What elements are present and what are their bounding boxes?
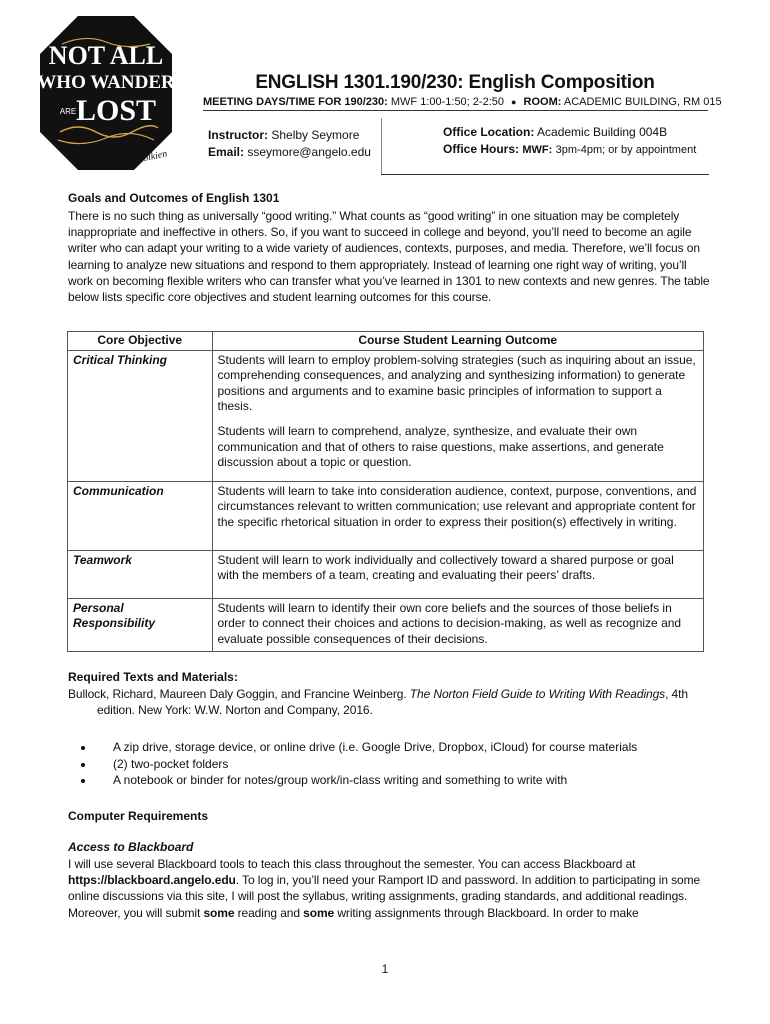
citation-authors: Bullock, Richard, Maureen Daly Goggin, and Francine Weinberg. xyxy=(68,687,407,701)
outcome-text: Students will learn to take into consideration audience, context, purpose, conventions, and circumstances relevant to written communication; use relevant and appropriate content for the specific rhetorical situation in order to express their position(s) effectively in writing. xyxy=(217,483,697,529)
outcome-cell xyxy=(212,481,704,550)
office-hours-value: 3pm-4pm; or by appointment xyxy=(555,144,697,156)
objective-cell: Teamwork xyxy=(68,550,213,598)
outcome-text: Students will learn to comprehend, analyze, synthesize, and evaluate their own communication and that of others to raise questions, make assertions, and generate discussion about a topic or question. xyxy=(217,423,664,470)
course-logo xyxy=(38,14,174,174)
blackboard-paragraph xyxy=(68,856,708,921)
objective-cell: Communication xyxy=(68,481,213,550)
instructor-label: Instructor: xyxy=(208,128,268,142)
citation-publisher: edition. New York: W.W. Norton and Company, 2016. xyxy=(97,703,373,718)
email-label: Email: xyxy=(208,145,245,159)
logo-signature: J.R.R. Tolkien xyxy=(111,148,169,171)
citation-title: The Norton Field Guide to Writing With Readings xyxy=(409,687,666,701)
office-location-label: Office Location: xyxy=(443,125,535,139)
divider-horizontal xyxy=(381,174,709,175)
emphasis-some: some xyxy=(203,905,235,920)
header-core-objective: Core Objective xyxy=(68,332,213,351)
header-learning-outcome: Course Student Learning Outcome xyxy=(212,332,704,351)
outcome-text: Students will learn to identify their own core beliefs and the sources of those beliefs in order to connect their choices and actions to decision-making, as well as recognize and evaluate possible consequences of their decisions. xyxy=(217,600,682,646)
list-item: • A zip drive, storage device, or online drive (i.e. Google Drive, Dropbox, iCloud) for course materials xyxy=(95,739,637,756)
objective-cell: Personal Responsibility xyxy=(68,598,213,651)
blackboard-text: writing assignments through Blackboard. In order to make xyxy=(337,905,639,920)
page-number: 1 xyxy=(381,962,389,976)
blackboard-text: reading and xyxy=(237,905,300,920)
office-block xyxy=(443,124,696,159)
course-title: ENGLISH 1301.190/230: English Composition xyxy=(255,72,655,93)
instructor-email: sseymore@angelo.edu xyxy=(247,145,371,159)
materials-list xyxy=(75,739,637,789)
required-heading: Required Texts and Materials: xyxy=(68,670,238,684)
office-hours-label: Office Hours: xyxy=(443,142,520,156)
office-hours-days: MWF: xyxy=(522,144,553,156)
table-header-row xyxy=(68,332,704,351)
citation-edition: , 4th xyxy=(665,687,688,701)
bullet-icon: ● xyxy=(511,97,517,107)
divider-vertical xyxy=(381,118,382,174)
outcomes-table xyxy=(67,331,704,652)
logo-line1: NOT ALL xyxy=(48,41,164,70)
outcome-text: Students will learn to employ problem-solving strategies (such as inquiring about an issue, comprehending consequences, and analyzing and synthesizing information) to generate positions and arguments and to examine basic principles of information to support a thesis. xyxy=(217,352,696,414)
meeting-value: MWF 1:00-1:50; 2-2:50 xyxy=(390,96,504,108)
emphasis-some: some xyxy=(303,905,335,920)
table-row xyxy=(68,598,704,651)
blackboard-text: I will use several Blackboard tools to teach this class throughout the semester. You can access Blackboard at xyxy=(68,857,636,871)
office-location-value: Academic Building 004B xyxy=(537,125,668,139)
outcome-cell xyxy=(212,350,704,481)
computer-heading: Computer Requirements xyxy=(68,809,209,823)
list-item: • A notebook or binder for notes/group work/in-class writing and something to write with xyxy=(95,772,637,789)
table-row xyxy=(68,350,704,481)
objective-cell: Critical Thinking xyxy=(68,350,213,481)
table-row xyxy=(68,481,704,550)
room-label: ROOM: xyxy=(523,96,562,108)
blackboard-link[interactable]: https://blackboard.angelo.edu xyxy=(68,873,236,888)
blackboard-text: . To log in, you’ll need your Ramport ID and password. In addition to participating in some online discussions via this site, I will post the syllabus, writing assignments, grading standards, and additional readings. Moreover, you will submit xyxy=(68,873,701,920)
meeting-label: MEETING DAYS/TIME FOR 190/230: xyxy=(203,96,388,108)
goals-paragraph: There is no such thing as universally “good writing.” What counts as “good writing” in one situation may be completely inappropriate and ineffective in others. So, if you want to succeed in college and beyond, you’ll need to become an agile writer who can adapt your writing to a wide variety of audiences, contexts, purposes, and media. Therefore, we’ll focus on learning to analyze new situations and respond to them appropriately. Instead of learning one right way of writing, you’ll work on becoming flexible writers who can transfer what you’ve learned in 1301 to new contexts and new genres. The table below lists specific core objectives and student learning outcomes for this course. xyxy=(68,209,710,305)
outcome-cell xyxy=(212,598,704,651)
outcome-cell xyxy=(212,550,704,598)
list-item: • (2) two-pocket folders xyxy=(95,756,637,773)
blackboard-subheading: Access to Blackboard xyxy=(68,840,194,854)
room-value: ACADEMIC BUILDING, RM 015 xyxy=(563,96,722,108)
instructor-block xyxy=(208,127,371,161)
table-row xyxy=(68,550,704,598)
logo-line2: WHO WANDER xyxy=(38,72,174,93)
logo-line3: LOST xyxy=(75,94,157,127)
instructor-name: Shelby Seymore xyxy=(271,128,360,142)
required-citation xyxy=(68,686,708,718)
goals-heading: Goals and Outcomes of English 1301 xyxy=(68,191,280,205)
logo-line3-small: ARE xyxy=(59,107,77,116)
outcome-text: Student will learn to work individually and collectively toward a shared purpose or goal with the members of a team, creating and evaluating their peers’ drafts. xyxy=(217,552,674,583)
meeting-info xyxy=(203,96,722,111)
